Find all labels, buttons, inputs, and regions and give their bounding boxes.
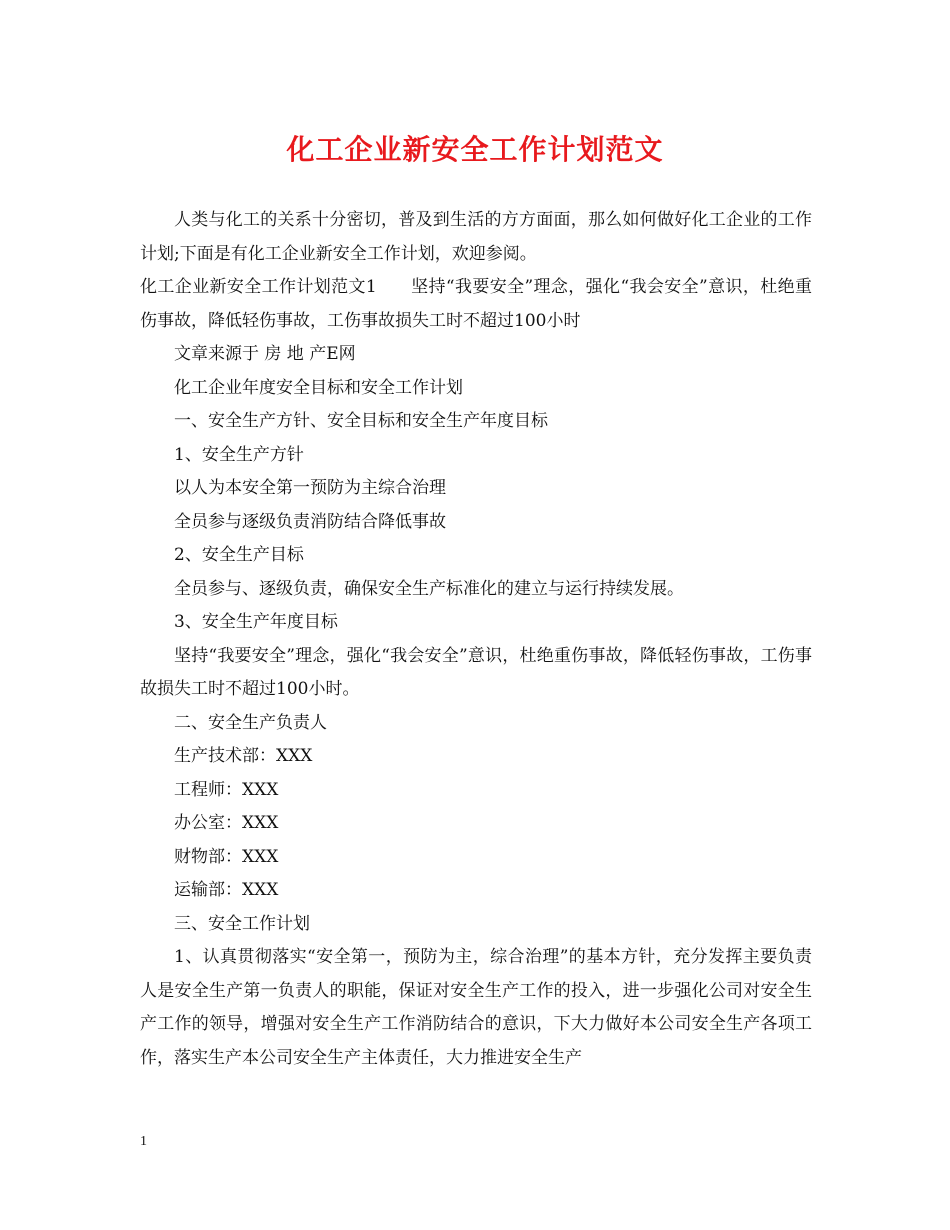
responsible-item: 办公室：XXX xyxy=(174,813,279,833)
annual-goal-paragraph: 坚持“我要安全”理念，强化“我会安全”意识，杜绝重伤事故，降低轻伤事故，工伤事故损失工时不超过100小时。 xyxy=(140,645,812,699)
heading-1-2: 2、安全生产目标 xyxy=(174,545,304,565)
section-paragraph xyxy=(140,271,812,338)
main-heading: 化工企业年度安全目标和安全工作计划 xyxy=(174,377,463,398)
responsible-item: 财物部：XXX xyxy=(174,846,279,867)
policy-line-1: 以人为本安全第一预防为主综合治理 xyxy=(174,478,446,498)
policy-line-2: 全员参与逐级负责消防结合降低事故 xyxy=(174,511,446,532)
heading-1-1: 1、安全生产方针 xyxy=(174,444,304,465)
page-number: 1 xyxy=(140,1134,147,1149)
section-label: 化工企业新安全工作计划范文1 xyxy=(140,277,377,297)
heading-2: 二、安全生产负责人 xyxy=(174,712,327,733)
heading-3: 三、安全工作计划 xyxy=(174,913,310,934)
plan-paragraph-1: 1、认真贯彻落实“安全第一，预防为主，综合治理”的基本方针，充分发挥主要负责人是安全生产第一负责人的职能，保证对安全生产工作的投入，进一步强化公司对安全生产工作的领导，增强对安全生产工作消防结合的意识，下大力做好本公司安全生产各项工作，落实生产本公司安全生产主体责任，大力推进安全生产 xyxy=(140,947,812,1068)
goal-paragraph: 全员参与、逐级负责，确保安全生产标准化的建立与运行持续发展。 xyxy=(174,578,684,599)
responsible-item: 工程师：XXX xyxy=(174,779,279,800)
source-line: 文章来源于 房 地 产E网 xyxy=(174,344,356,364)
document-title: 化工企业新安全工作计划范文 xyxy=(286,133,664,166)
heading-1-3: 3、安全生产年度目标 xyxy=(174,612,338,632)
document-body xyxy=(140,204,812,1075)
intro-paragraph: 人类与化工的关系十分密切，普及到生活的方方面面，那么如何做好化工企业的工作计划;下面是有化工企业新安全工作计划，欢迎参阅。 xyxy=(140,210,812,264)
responsible-item: 运输部：XXX xyxy=(174,880,279,900)
heading-1: 一、安全生产方针、安全目标和安全生产年度目标 xyxy=(174,411,548,431)
responsible-item: 生产技术部：XXX xyxy=(174,746,313,766)
section-text: 坚持“我要安全”理念，强化“我会安全”意识，杜绝重伤事故，降低轻伤事故，工伤事故损失工时不超过100小时 xyxy=(140,277,812,331)
